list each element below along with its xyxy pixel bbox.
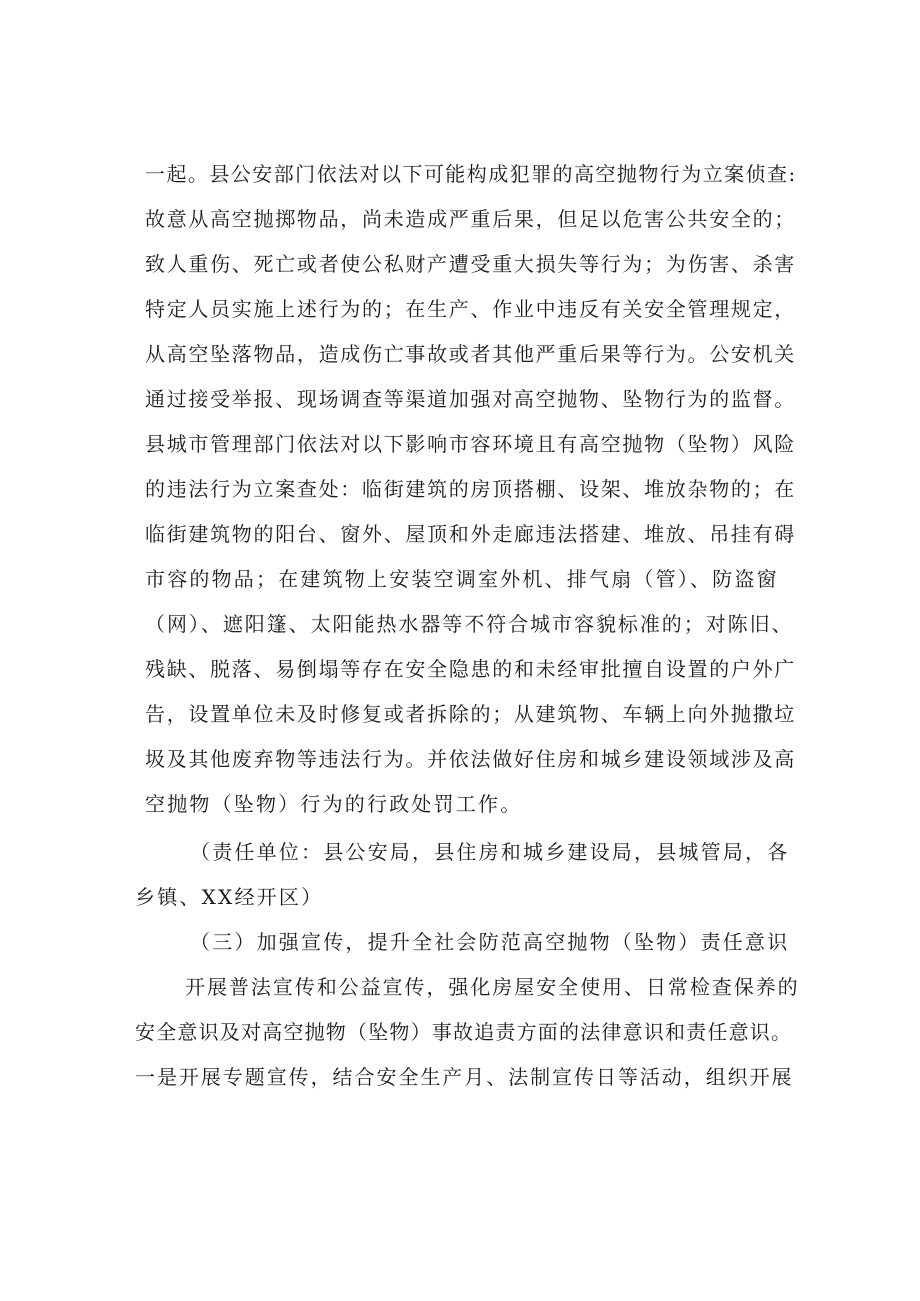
section-heading: （三）加强宣传，提升全社会防范高空抛物（坠物）责任意识	[190, 930, 790, 954]
body-text-line: 一起。县公安部门依法对以下可能构成犯罪的高空抛物行为立案侦查:	[145, 162, 797, 186]
body-text-line: 特定人员实施上述行为的；在生产、作业中违反有关安全管理规定，	[145, 297, 796, 321]
body-text-line: 残缺、脱落、易倒塌等存在安全隐患的和未经审批擅自设置的户外广	[145, 657, 796, 681]
responsible-units-line: （责任单位：县公安局，县住房和城乡建设局，县城管局，各	[190, 840, 790, 864]
body-text-line: 圾及其他废弃物等违法行为。并依法做好住房和城乡建设领域涉及高	[145, 747, 796, 771]
body-text-line: 故意从高空抛掷物品，尚未造成严重后果，但足以危害公共安全的；	[145, 207, 796, 231]
body-text-line: 临街建筑物的阳台、窗外、屋顶和外走廊违法搭建、堆放、吊挂有碍	[145, 522, 796, 546]
body-text-line: 空抛物（坠物）行为的行政处罚工作。	[145, 792, 523, 816]
body-text-line: 一是开展专题宣传，结合安全生产月、法制宣传日等活动，组织开展	[135, 1065, 794, 1089]
body-text-line: 安全意识及对高空抛物（坠物）事故追责方面的法律意识和责任意识。	[135, 1020, 793, 1044]
body-text-line: 从高空坠落物品，造成伤亡事故或者其他严重后果等行为。公安机关	[145, 342, 796, 366]
body-text-line: 致人重伤、死亡或者使公私财产遭受重大损失等行为；为伤害、杀害	[145, 252, 796, 276]
body-text-line: （网）、遮阳篷、太阳能热水器等不符合城市容貌标准的；对陈旧、	[145, 612, 794, 636]
body-text-line: 市容的物品；在建筑物上安装空调室外机、排气扇（管）、防盗窗	[145, 567, 779, 591]
body-text-line: 的违法行为立案查处：临街建筑的房顶搭棚、设架、堆放杂物的；在	[145, 477, 796, 501]
body-text-line: 开展普法宣传和公益宣传，强化房屋安全使用、日常检查保养的	[185, 975, 800, 999]
body-text-line: 县城市管理部门依法对以下影响市容环境且有高空抛物（坠物）风险	[145, 432, 796, 456]
responsible-units-line: 乡镇、XX经开区）	[135, 885, 324, 909]
body-text-line: 告，设置单位未及时修复或者拆除的；从建筑物、车辆上向外抛撒垃	[145, 702, 796, 726]
body-text-line: 通过接受举报、现场调查等渠道加强对高空抛物、坠物行为的监督。	[145, 387, 796, 411]
